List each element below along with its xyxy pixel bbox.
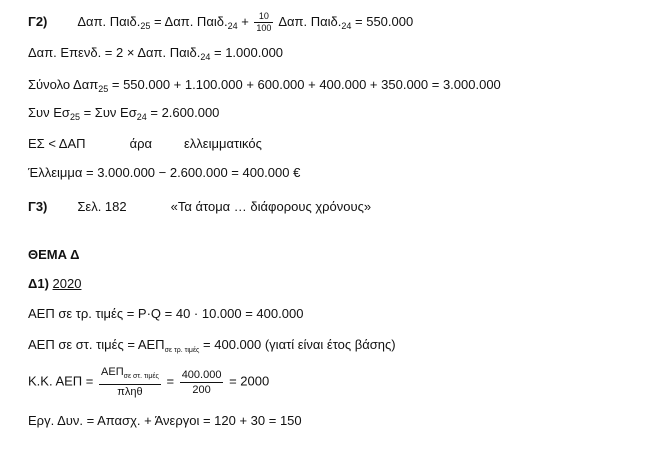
deficit-text: Έλλειμμα = 3.000.000 − 2.600.000 = 400.000 €: [28, 165, 301, 180]
g2-term-a: Δαπ. Παιδ.: [77, 13, 141, 29]
line-deficit: [28, 165, 300, 180]
pc-a: Κ.Κ. ΑΕΠ =: [28, 373, 98, 389]
pc-f1-den: πληθ: [117, 386, 143, 398]
cmp-b: άρα: [129, 136, 152, 151]
rev-sub2: 24: [136, 112, 147, 122]
real-gdp-b: = 400.000 (γιατί είναι έτος βάσης): [199, 337, 396, 352]
rev-a: Συν Εσ: [28, 105, 70, 120]
pc-f1-num: [99, 365, 161, 385]
invest-sub: 24: [200, 52, 211, 62]
g2-sub-24b: 24: [341, 20, 352, 31]
label-g3: Γ3): [28, 199, 48, 214]
pc-f1-num-sub: σε στ. τιμές: [123, 373, 159, 380]
g2-plus: +: [237, 13, 253, 29]
pc-fraction-2: [180, 368, 224, 397]
g2-result: = 550.000: [351, 13, 414, 29]
line-g2: [28, 11, 413, 34]
g2-term-b: Δαπ. Παιδ.: [275, 13, 342, 29]
d1-year: 2020: [52, 276, 82, 291]
pc-f2-den: 200: [192, 383, 211, 396]
invest-post: = 1.000.000: [210, 45, 284, 60]
cmp-c: ελλειμματικός: [184, 136, 262, 151]
pc-fraction-1: [99, 365, 161, 399]
line-revenue: [28, 105, 219, 122]
rev-c: = 2.600.000: [146, 105, 220, 120]
pc-f1-num-text: ΑΕΠ: [101, 366, 124, 378]
real-gdp-sub: σε τρ. τιμές: [164, 347, 200, 354]
total-pre: Σύνολο Δαπ: [28, 77, 99, 92]
total-sub: 25: [98, 84, 109, 94]
line-labor-force: [28, 413, 302, 428]
labor-force-text: Εργ. Δυν. = Απασχ. + Άνεργοι = 120 + 30 = 150: [28, 413, 302, 428]
g3-page: Σελ. 182: [77, 199, 127, 214]
total-post: = 550.000 + 1.100.000 + 600.000 + 400.000 + 350.000 = 3.000.000: [108, 77, 501, 92]
line-comparison: [28, 136, 262, 151]
line-d1: [28, 276, 81, 291]
g2-frac-num: 10: [254, 11, 273, 23]
real-gdp-a: ΑΕΠ σε στ. τιμές = ΑΕΠ: [28, 337, 165, 352]
cmp-a: ΕΣ < ΔΑΠ: [28, 136, 86, 151]
line-per-capita: [28, 365, 269, 399]
g2-fraction: [254, 11, 273, 34]
section-title: ΘΕΜΑ Δ: [28, 247, 80, 262]
line-total-spending: [28, 77, 501, 94]
pc-eq: =: [162, 373, 178, 389]
g2-sub-24: 24: [227, 20, 238, 31]
nominal-gdp-text: ΑΕΠ σε τρ. τιμές = P·Q = 40 · 10.000 = 400.000: [28, 306, 304, 321]
rev-b: = Συν Εσ: [79, 105, 137, 120]
pc-b: = 2000: [225, 373, 270, 389]
line-nominal-gdp: [28, 306, 303, 321]
line-invest: [28, 45, 283, 62]
g2-sub-25: 25: [140, 20, 151, 31]
g2-eq: = Δαπ. Παιδ.: [150, 13, 228, 29]
label-g2: Γ2): [28, 13, 48, 29]
pc-f2-num: 400.000: [181, 368, 222, 381]
label-d1: Δ1): [28, 276, 49, 291]
invest-pre: Δαπ. Επενδ. = 2 × Δαπ. Παιδ.: [28, 45, 201, 60]
g3-quote: «Τα άτομα … διάφορους χρόνους»: [170, 199, 372, 214]
rev-sub1: 25: [69, 112, 80, 122]
g2-frac-den: 100: [256, 23, 272, 33]
line-real-gdp: [28, 337, 396, 354]
line-g3: [28, 199, 371, 214]
